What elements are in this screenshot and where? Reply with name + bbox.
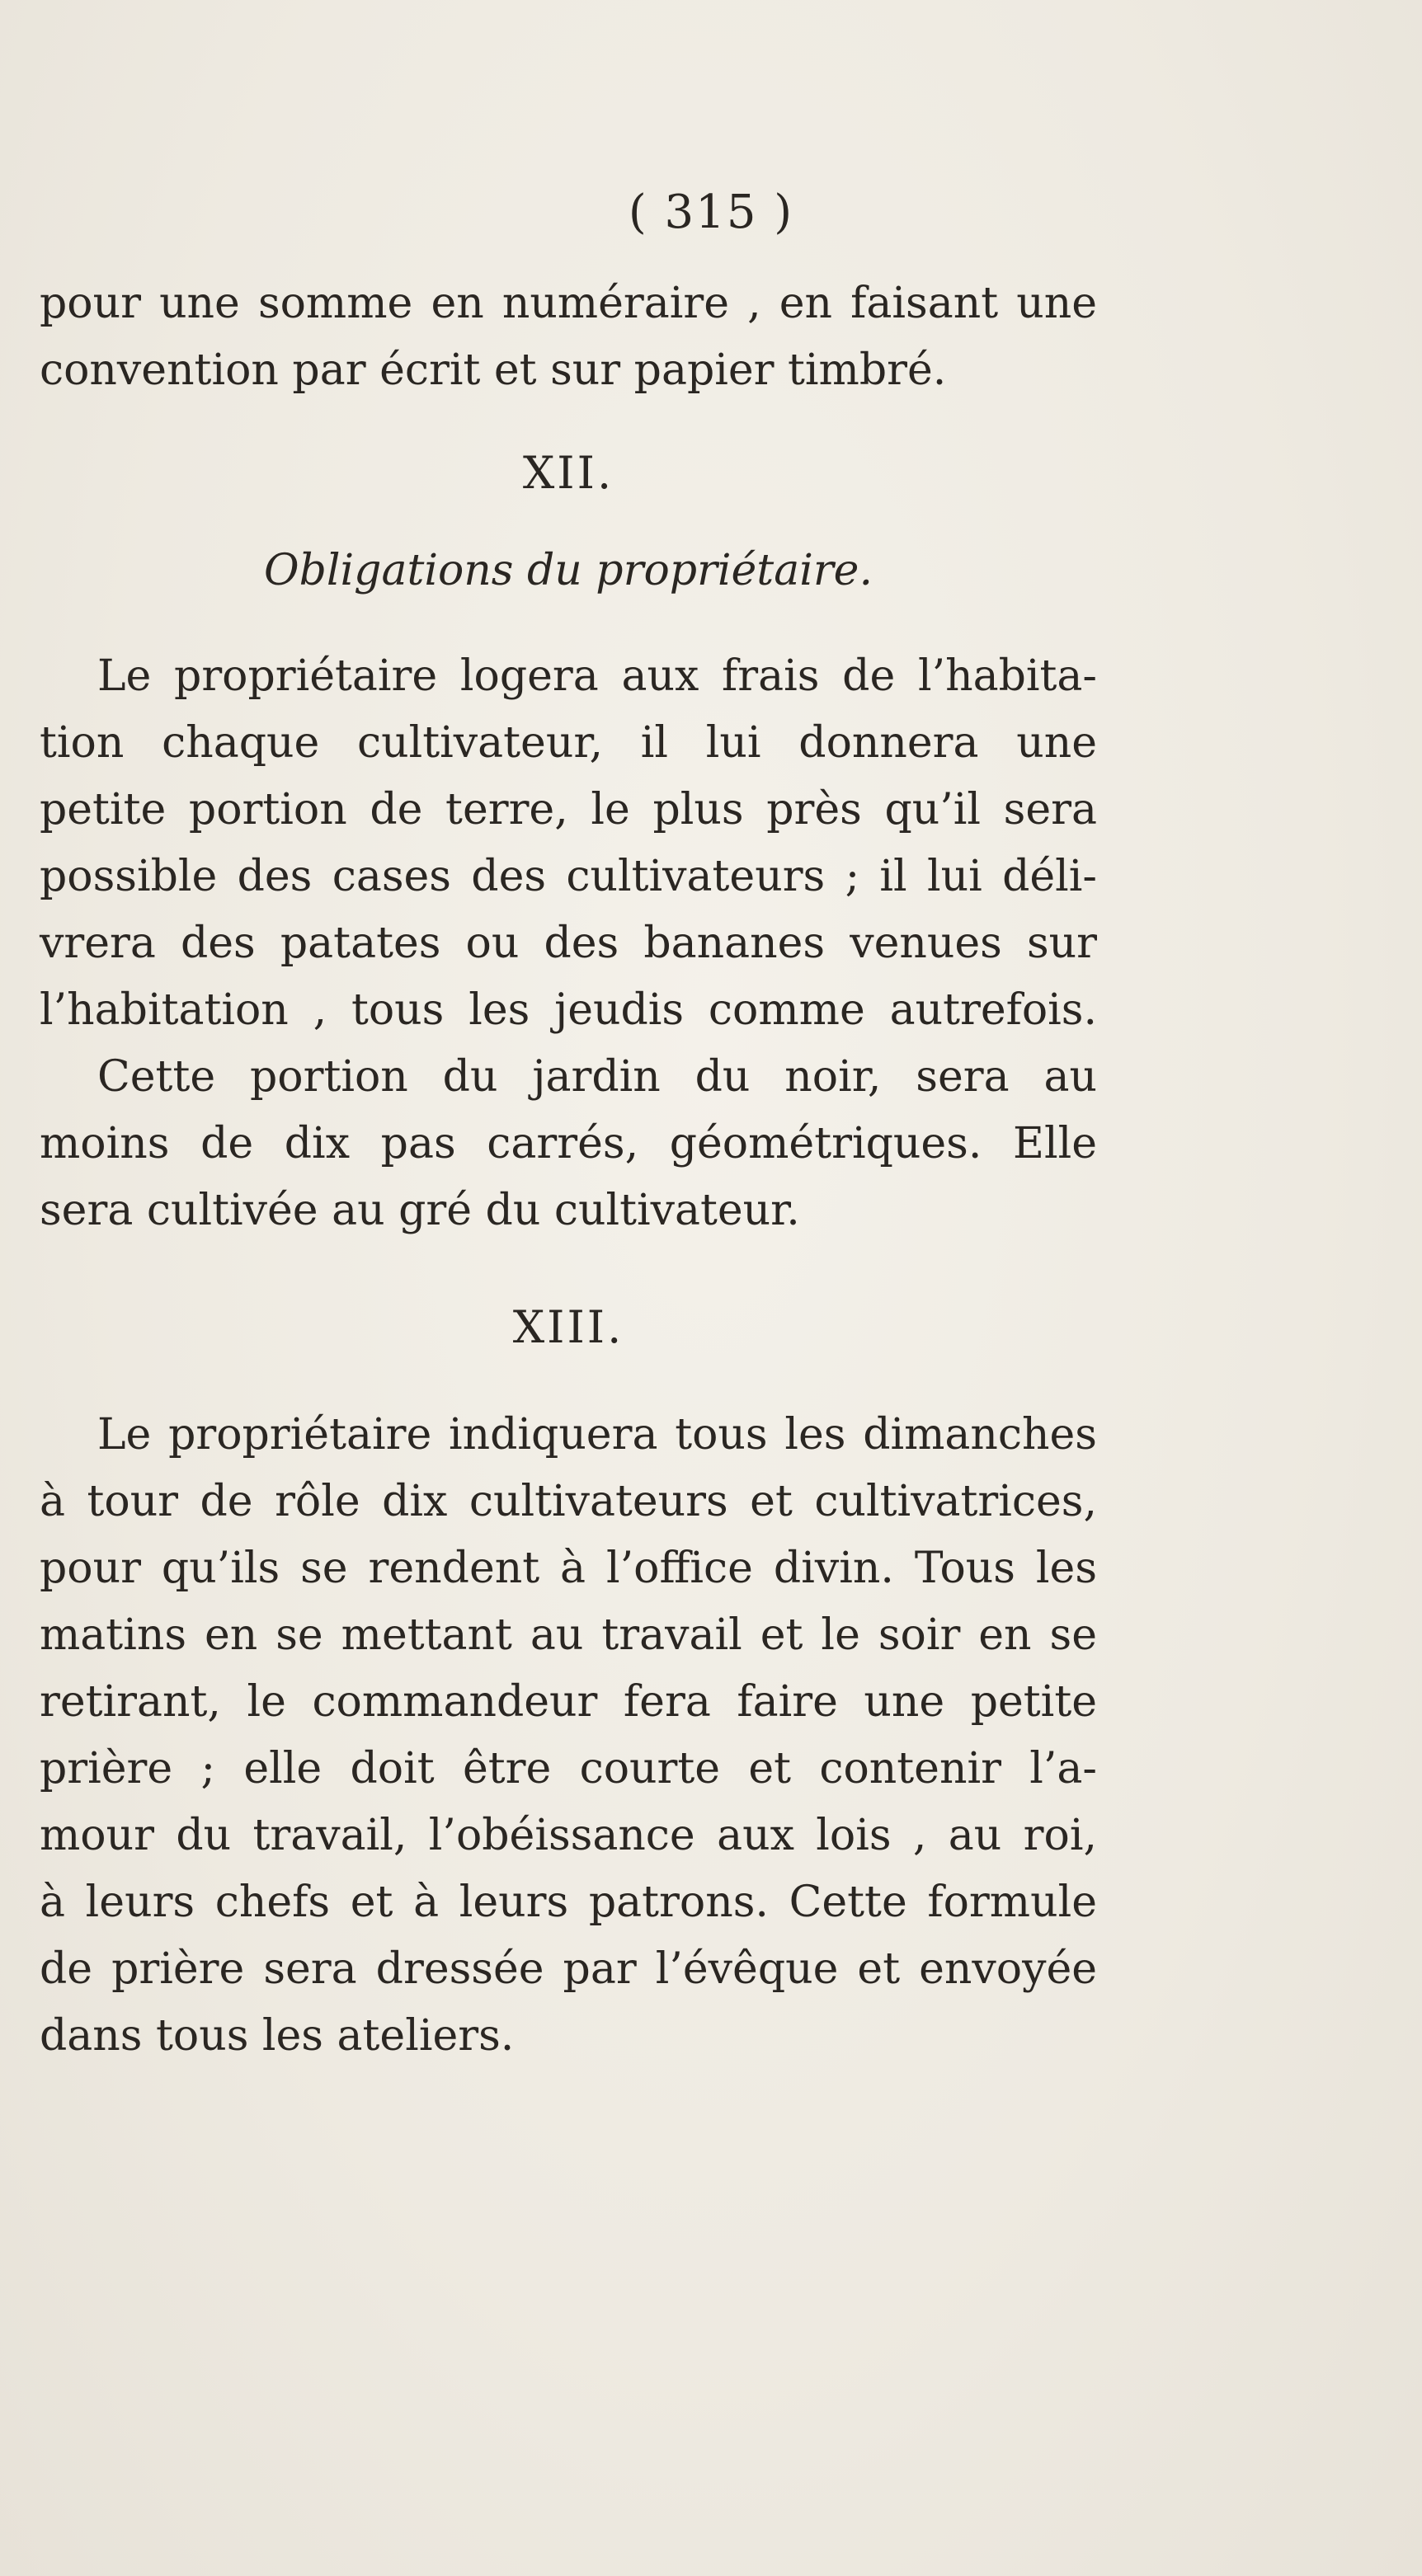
text-line: pour une somme en numéraire , en faisant une [40,279,1097,328]
section-number-xiii: XIII. [512,1301,624,1353]
text-line: l’habitation , tous les jeudis comme autrefois. [40,985,1097,1035]
text-line: Le propriétaire logera aux frais de l’habita- [97,651,1097,701]
text-line: retirant, le commandeur fera faire une petite [40,1677,1097,1727]
section-title-xii: Obligations du propriétaire. [263,546,873,595]
text-line: sera cultivée au gré du cultivateur. [40,1186,800,1235]
xiii-paragraph-1 [40,1402,1097,2070]
text-line: Cette portion du jardin du noir, sera au [97,1052,1097,1102]
text-line: convention par écrit et sur papier timbré. [40,346,947,395]
text-line: prière ; elle doit être courte et contenir l’a- [40,1744,1097,1793]
text-line: à tour de rôle dix cultivateurs et cultivatrices, [40,1477,1097,1526]
xii-paragraph-2 [40,1044,1097,1244]
text-line: tion chaque cultivateur, il lui donnera une [40,718,1097,768]
text-line: possible des cases des cultivateurs ; il lui déli- [40,852,1097,901]
text-line: matins en se mettant au travail et le soir en se [40,1610,1097,1660]
text-line: moins de dix pas carrés, géométriques. Elle [40,1119,1097,1168]
text-line: pour qu’ils se rendent à l’office divin. Tous les [40,1544,1097,1593]
text-line: mour du travail, l’obéissance aux lois , au roi, [40,1811,1097,1860]
section-number-xii: XII. [522,447,614,499]
text-line: Le propriétaire indiquera tous les dimanches [97,1410,1097,1460]
text-line: dans tous les ateliers. [40,2011,515,2061]
continuation-paragraph [40,270,1097,404]
text-line: de prière sera dressée par l’évêque et envoyée [40,1944,1097,1994]
xii-paragraph-1 [40,643,1097,1044]
text-line: vrera des patates ou des bananes venues sur [40,919,1097,968]
text-line: petite portion de terre, le plus près qu’il sera [40,785,1097,834]
page-number: ( 315 ) [628,186,794,239]
text-line: à leurs chefs et à leurs patrons. Cette formule [40,1878,1097,1927]
